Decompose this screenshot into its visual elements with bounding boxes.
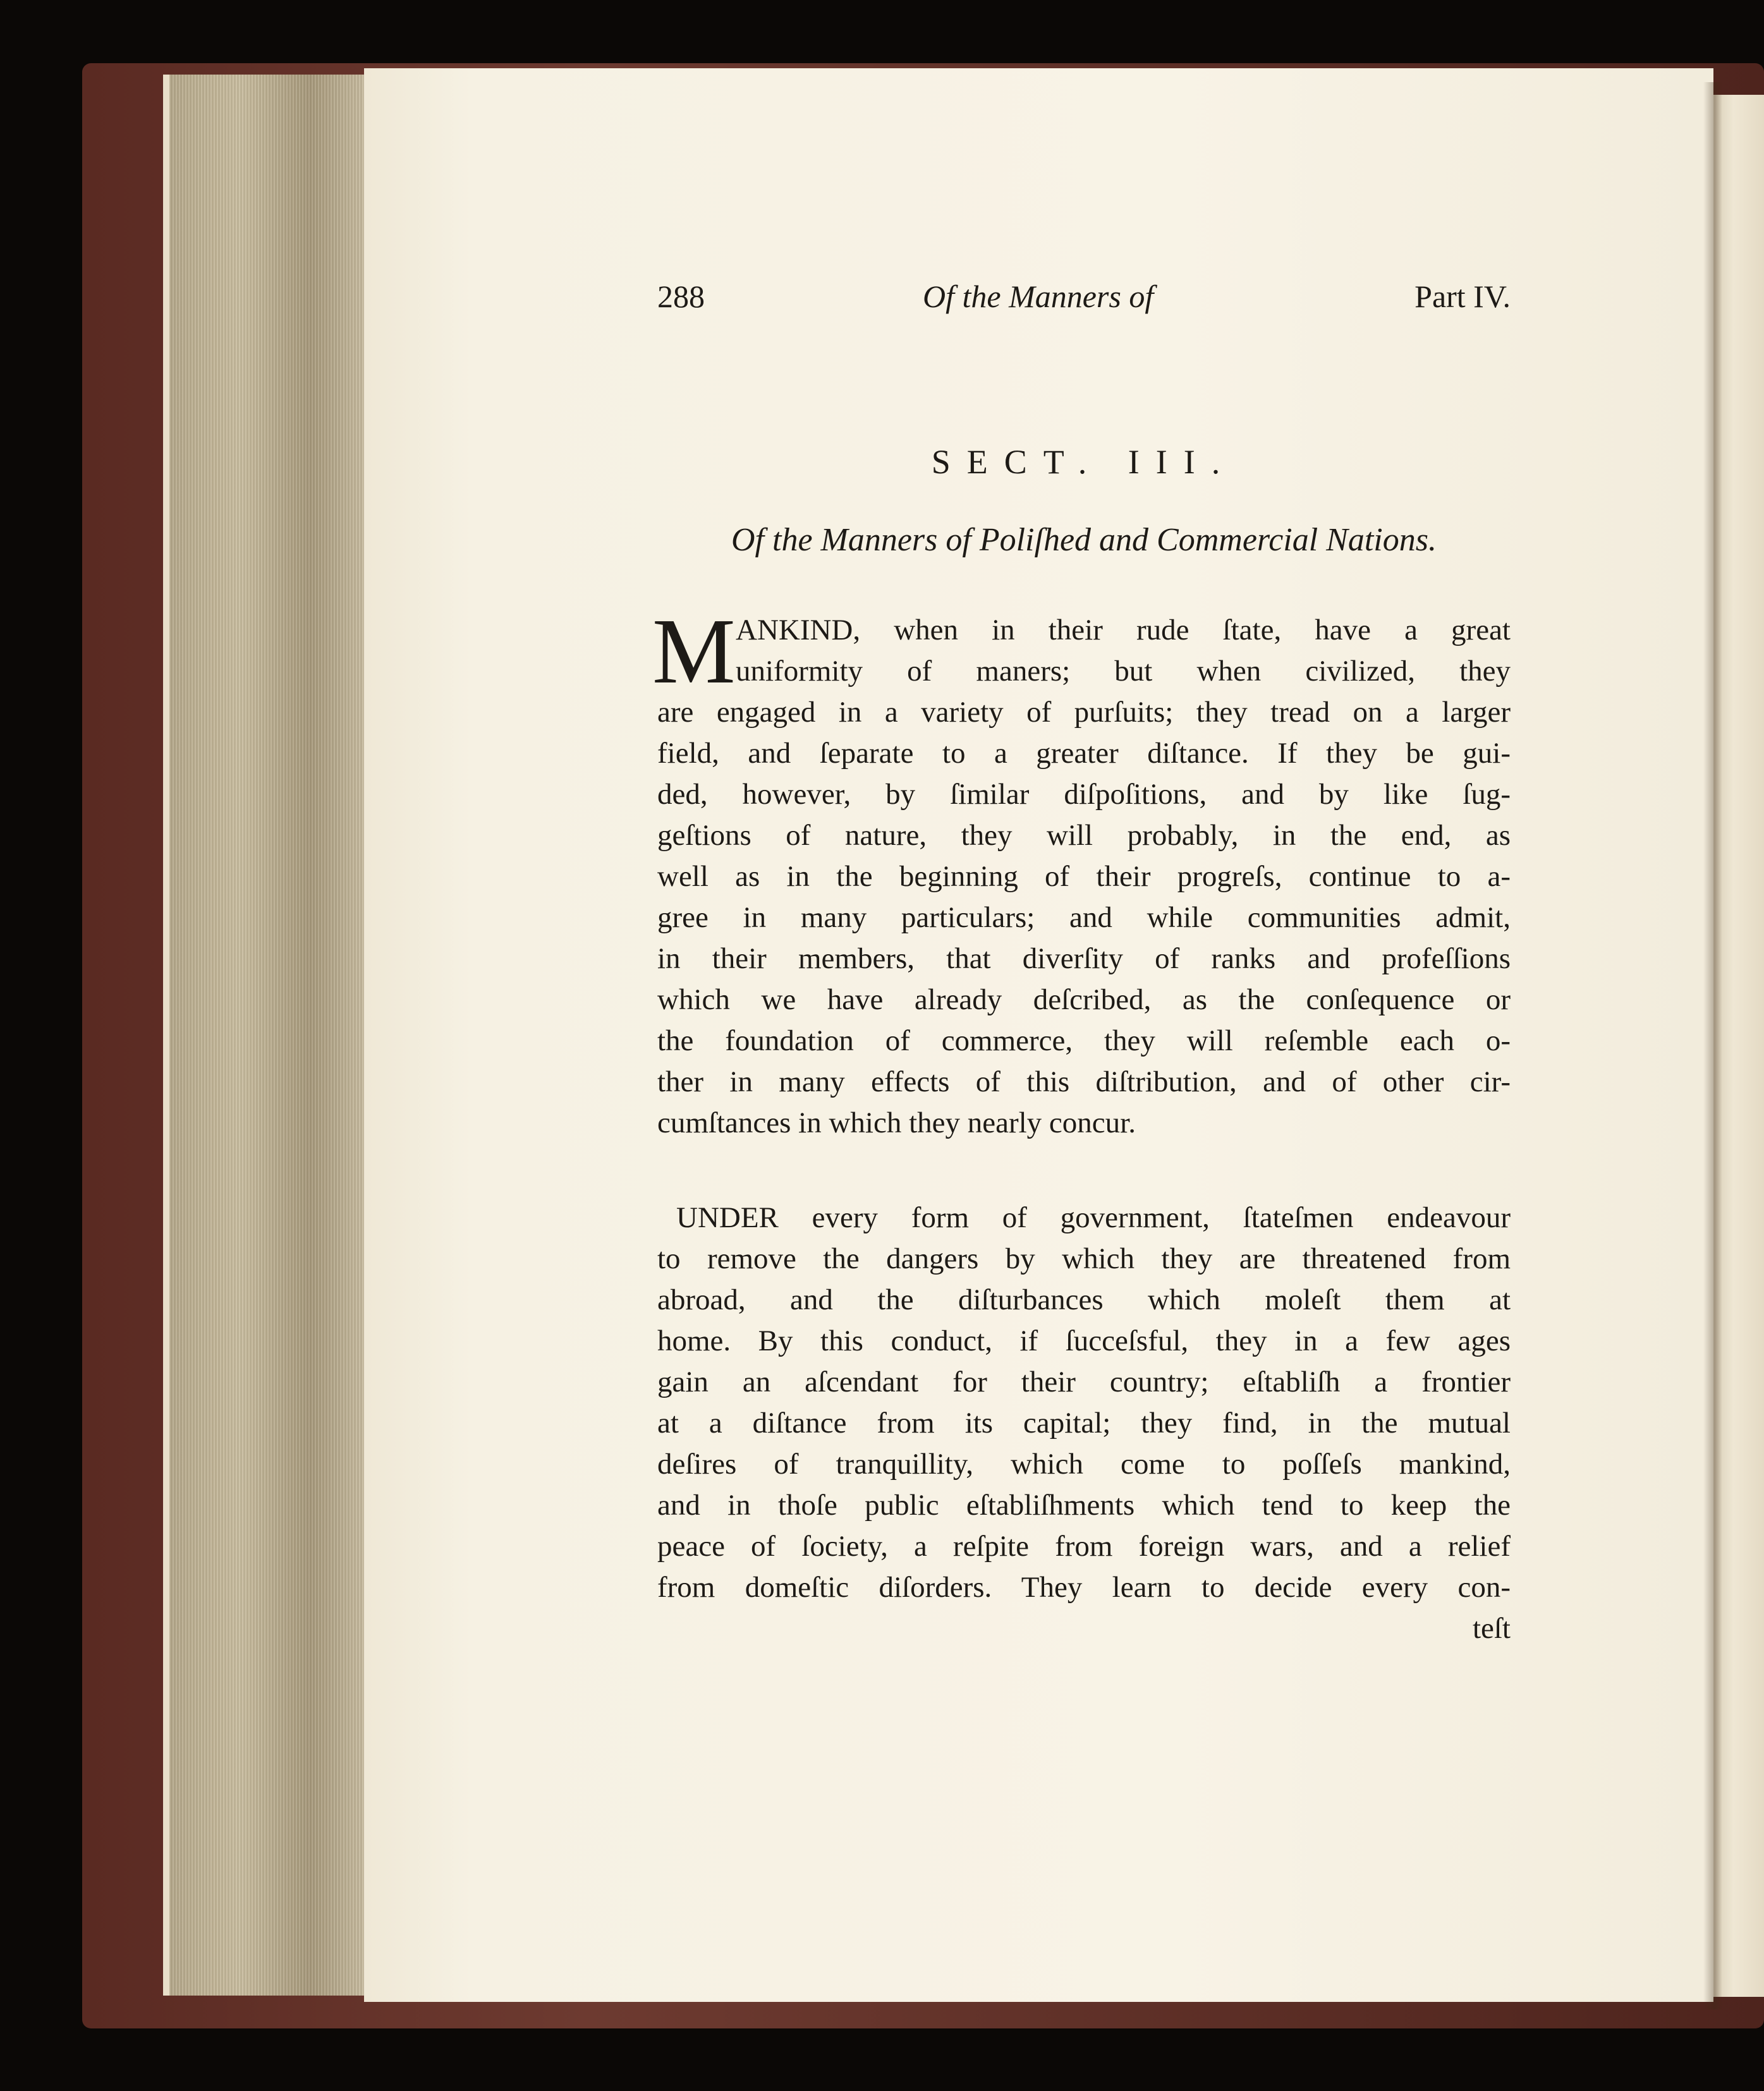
text-line: abroad, and the diſturbances which moleſt them at xyxy=(657,1283,1511,1316)
text-line: are engaged in a variety of purſuits; they tread on a larger xyxy=(657,696,1511,729)
page-edges xyxy=(163,75,370,1996)
text-line: ded, however, by ſimilar diſpoſitions, and by like ſug- xyxy=(657,778,1511,811)
text-line: UNDER every form of government, ſtateſmen endeavour xyxy=(676,1201,1511,1234)
page-number: 288 xyxy=(657,279,705,314)
part-label: Part IV. xyxy=(1414,279,1511,314)
text-line: uniformity of maners; but when civilized, they xyxy=(736,655,1511,688)
text-line: and in thoſe public eſtabliſhments which tend to keep the xyxy=(657,1489,1511,1522)
text-line: home. By this conduct, if ſucceſsful, they in a few ages xyxy=(657,1324,1511,1357)
catchword: teſt xyxy=(1472,1612,1511,1645)
paragraph-1 xyxy=(652,600,1511,1144)
text-line: ANKIND, when in their rude ſtate, have a great xyxy=(736,614,1511,646)
text-line: well as in the beginning of their progreſs, continue to a- xyxy=(657,860,1511,893)
paragraph-2 xyxy=(657,1197,1511,1649)
gutter-shadow xyxy=(1703,82,1722,2009)
text-line: deſires of tranquillity, which come to poſſeſs mankind, xyxy=(657,1448,1511,1481)
section-subtitle: Of the Manners of Poliſhed and Commercial Nations. xyxy=(731,522,1437,558)
text-line: to remove the dangers by which they are threatened from xyxy=(657,1242,1511,1275)
text-line: gree in many particulars; and while communities admit, xyxy=(657,901,1511,934)
text-line: peace of ſociety, a reſpite from foreign wars, and a relief xyxy=(657,1530,1511,1563)
text-line: in their members, that diverſity of ranks and profeſſions xyxy=(657,942,1511,975)
text-line: field, and ſeparate to a greater diſtance. If they be gui- xyxy=(657,737,1511,770)
text-line: the foundation of commerce, they will reſemble each o- xyxy=(657,1024,1511,1057)
running-head xyxy=(657,278,1511,329)
text-line: at a diſtance from its capital; they find, in the mutual xyxy=(657,1407,1511,1439)
text-line: geſtions of nature, they will probably, in the end, as xyxy=(657,819,1511,852)
text-line: which we have already deſcribed, as the conſequence or xyxy=(657,983,1511,1016)
running-title: Of the Manners of xyxy=(923,279,1154,314)
drop-cap: M xyxy=(652,600,736,703)
text-line: gain an aſcendant for their country; eſtabliſh a frontier xyxy=(657,1366,1511,1398)
text-line: from domeſtic diſorders. They learn to decide every con- xyxy=(657,1571,1511,1604)
text-line: ther in many effects of this diſtribution, and of other cir- xyxy=(657,1065,1511,1098)
text-line: cumſtances in which they nearly concur. xyxy=(657,1106,1136,1139)
section-heading: SECT. III. xyxy=(931,443,1237,481)
